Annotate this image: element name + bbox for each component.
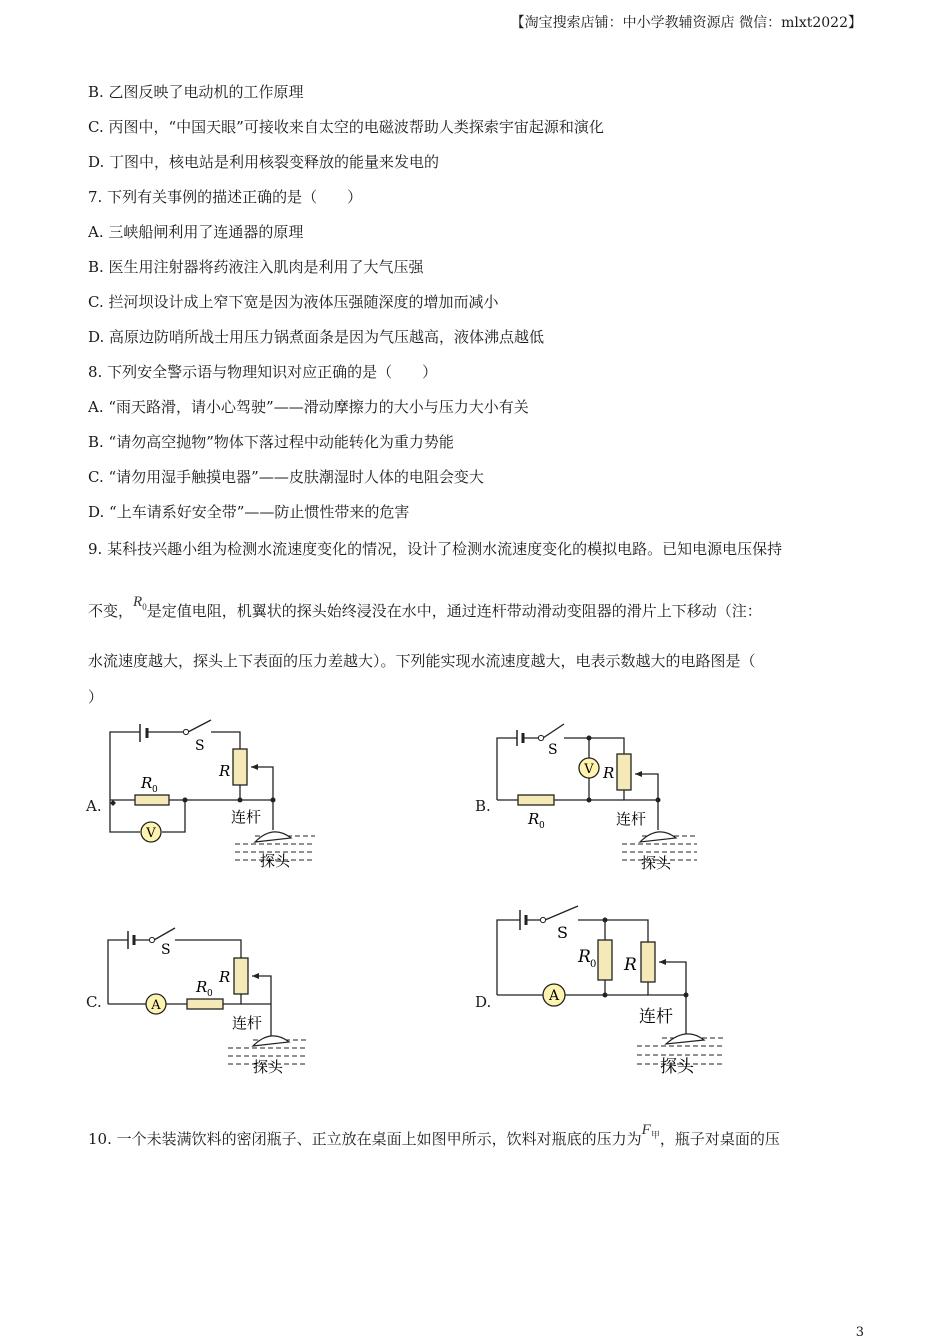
switch-label: S [557, 923, 568, 942]
junction-dot [183, 798, 188, 803]
q7-option-a: A. 三峡船闸利用了连通器的原理 [88, 223, 304, 241]
junction-dot [684, 993, 689, 998]
probe-icon [640, 832, 676, 842]
slider-arrow-icon [252, 973, 259, 979]
fixed-resistor-icon [187, 999, 223, 1009]
q8-option-b: B. “请勿高空抛物”物体下落过程中动能转化为重力势能 [88, 433, 454, 451]
q8-stem: 8. 下列安全警示语与物理知识对应正确的是（ ） [88, 363, 438, 381]
probe-icon [255, 832, 291, 842]
switch-icon [188, 720, 211, 732]
r0-letter: R [133, 594, 143, 610]
rheostat-icon [234, 958, 248, 994]
wire [564, 738, 624, 754]
probe-label: 探头 [260, 852, 291, 870]
q8-option-d: D. “上车请系好安全带”——防止惯性带来的危害 [88, 503, 410, 521]
fixed-resistor-subscript: 0 [539, 821, 545, 831]
option-a-label: A. [86, 797, 102, 815]
rod-label: 连杆 [639, 1007, 673, 1027]
q8-option-c: C. “请勿用湿手触摸电器”——皮肤潮湿时人体的电阻会变大 [88, 468, 484, 486]
wire [110, 732, 140, 800]
junction-dot [238, 798, 243, 803]
circuit-diagram-c [103, 918, 318, 1078]
probe-icon [666, 1034, 704, 1044]
voltmeter-label: V [584, 762, 594, 777]
probe-icon [253, 1036, 289, 1046]
page-header: 【淘宝搜索店铺：中小学教辅资源店 微信：mlxt2022】 [510, 15, 862, 31]
switch-icon [154, 928, 175, 940]
q9-stem-line4: ） [88, 688, 104, 706]
probe-label: 探头 [641, 854, 672, 872]
fixed-resistor-icon [518, 795, 554, 805]
option-d-label: D. [475, 993, 492, 1011]
q6-option-b: B. 乙图反映了电动机的工作原理 [88, 83, 304, 101]
q9-stem-line2 [88, 594, 762, 622]
q9-stem-text-b: 是定值电阻，机翼状的探头始终浸没在水中，通过连杆带动滑动变阻器的滑片上下移动（注： [146, 602, 762, 620]
wire [175, 940, 241, 958]
q10-stem [88, 1122, 780, 1151]
switch-contact [183, 729, 188, 734]
force-letter: F [641, 1122, 651, 1138]
force-subscript: 甲 [650, 1130, 660, 1140]
q7-stem: 7. 下列有关事例的描述正确的是（ ） [88, 188, 363, 206]
fixed-resistor-subscript: 0 [152, 785, 158, 795]
slider-arrow-icon [659, 959, 666, 965]
probe-label: 探头 [660, 1057, 694, 1077]
rod-label: 连杆 [616, 810, 647, 828]
junction-dot [271, 798, 276, 803]
r0-symbol [133, 594, 147, 610]
fixed-resistor-label: R [578, 947, 591, 967]
q10-stem-text-b: ，瓶子对桌面的压 [659, 1130, 780, 1148]
junction-dot [110, 800, 116, 806]
rheostat-label: R [603, 764, 615, 782]
ammeter-label: A [548, 988, 560, 1004]
rheostat-label: R [219, 968, 231, 986]
q9-stem-line1: 9. 某科技兴趣小组为检测水流速度变化的情况，设计了检测水流速度变化的模拟电路。已知电源电压保持 [88, 540, 783, 558]
switch-label: S [195, 738, 205, 754]
wire [497, 738, 517, 800]
rheostat-label: R [624, 955, 637, 975]
fixed-resistor-label: R [196, 978, 208, 996]
wire [211, 732, 240, 749]
wire [648, 982, 686, 995]
q6-option-c: C. 丙图中，“中国天眼”可接收来自太空的电磁波帮助人类探索宇宙起源和演化 [88, 118, 604, 136]
circuit-diagram-a [105, 716, 325, 876]
fixed-resistor-label: R [528, 810, 540, 828]
switch-label: S [548, 742, 558, 758]
fixed-resistor-icon [135, 795, 169, 805]
slider-arrow-icon [251, 764, 258, 770]
r0-subscript: 0 [142, 602, 147, 612]
circuit-diagram-d [492, 900, 732, 1080]
q6-option-d: D. 丁图中，核电站是利用核裂变释放的能量来发电的 [88, 153, 440, 171]
rheostat-label: R [219, 762, 231, 780]
switch-icon [545, 906, 578, 920]
q9-stem-line3: 水流速度越大，探头上下表面的压力差越大）。下列能实现水流速度越大，电表示数越大的电路图是（ [88, 652, 756, 670]
q8-option-a: A. “雨天路滑，请小心驾驶”——滑动摩擦力的大小与压力大小有关 [88, 398, 529, 416]
voltmeter-label: V [146, 826, 156, 841]
q7-option-b: B. 医生用注射器将药液注入肌肉是利用了大气压强 [88, 258, 424, 276]
wire [241, 994, 271, 1004]
fixed-resistor-subscript: 0 [590, 959, 597, 970]
fixed-resistor-subscript: 0 [207, 989, 213, 999]
slider-arrow-icon [635, 771, 642, 777]
circuit-diagram-b [492, 716, 707, 876]
switch-contact [538, 735, 543, 740]
junction-dot [587, 798, 592, 803]
rod-label: 连杆 [231, 808, 262, 826]
probe-label: 探头 [253, 1058, 284, 1076]
q7-option-d: D. 高原边防哨所战士用压力锅煮面条是因为气压越高，液体沸点越低 [88, 328, 545, 346]
q10-stem-text-a: 10. 一个未装满饮料的密闭瓶子、正立放在桌面上如图甲所示，饮料对瓶底的压力为 [88, 1130, 642, 1148]
junction-dot [587, 736, 592, 741]
switch-icon [543, 724, 564, 738]
ammeter-label: A [151, 998, 161, 1013]
force-symbol [642, 1122, 660, 1138]
junction-dot [603, 993, 608, 998]
option-c-label: C. [86, 993, 102, 1011]
switch-label: S [161, 942, 171, 958]
switch-contact [540, 917, 545, 922]
q7-option-c: C. 拦河坝设计成上窄下宽是因为液体压强随深度的增加而减小 [88, 293, 499, 311]
wire [497, 920, 520, 995]
wire [108, 940, 128, 1004]
junction-dot [656, 798, 661, 803]
option-b-label: B. [475, 797, 491, 815]
q9-stem-text-a: 不变， [88, 602, 134, 620]
rheostat-icon [233, 749, 247, 785]
page-number: 3 [855, 1325, 864, 1340]
switch-contact [149, 937, 154, 942]
rheostat-icon [617, 754, 631, 790]
wire [578, 920, 648, 942]
junction-dot [603, 918, 608, 923]
rod-label: 连杆 [232, 1014, 263, 1032]
rheostat-icon [641, 942, 655, 982]
wire [624, 790, 658, 800]
fixed-resistor-icon [598, 940, 612, 980]
fixed-resistor-label: R [141, 774, 153, 792]
